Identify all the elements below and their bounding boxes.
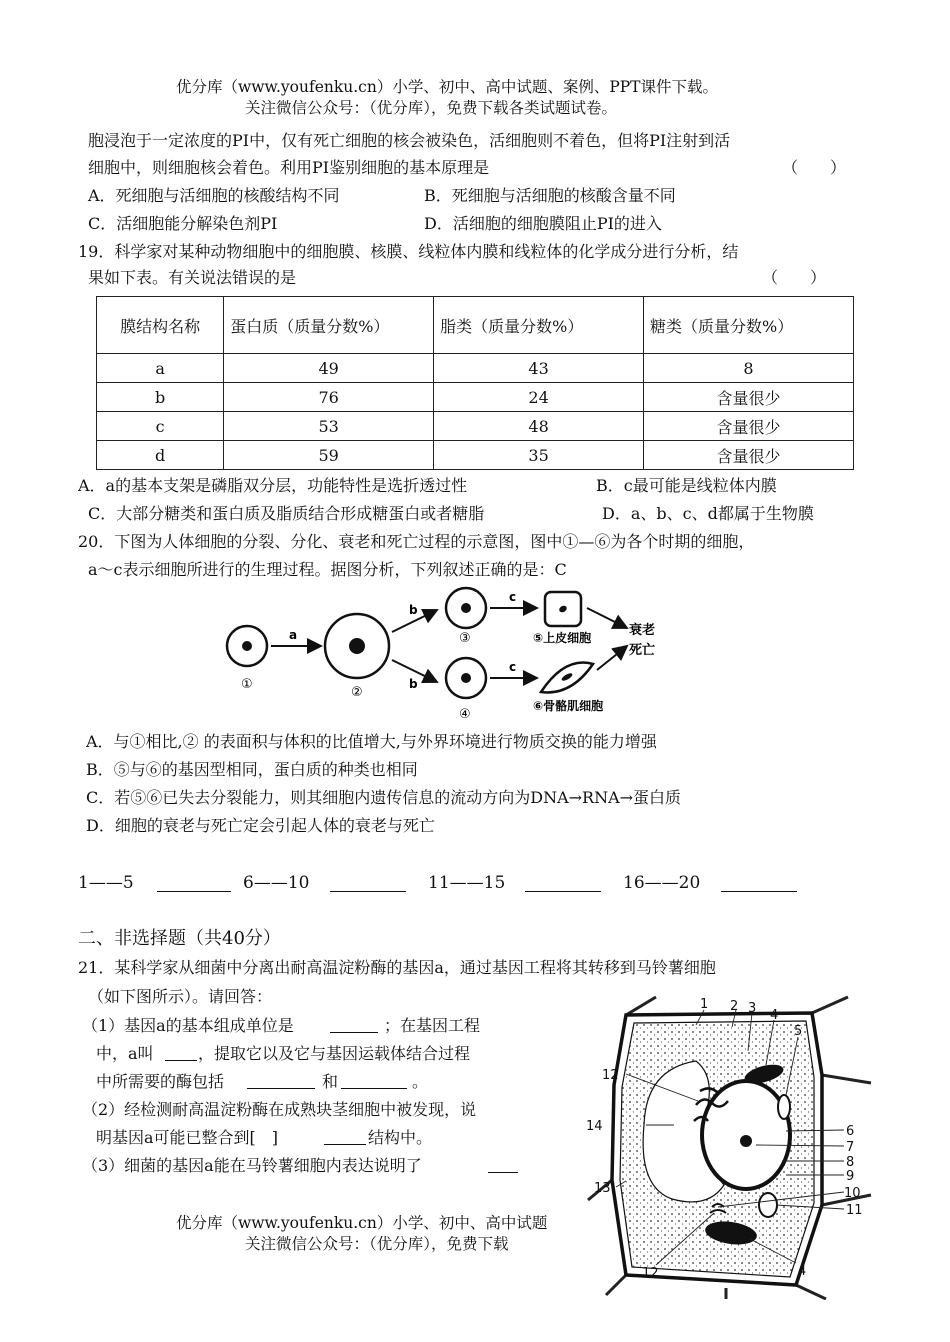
cell-label-14: 14 [586, 1119, 603, 1134]
arrow-to-aging-upper [587, 608, 627, 628]
cell-label-11: 11 [846, 1203, 863, 1218]
answer-blank-4[interactable] [721, 877, 797, 892]
q19-option-a: A．a的基本支架是磷脂双分层，功能特性是选折透过性 [78, 476, 468, 495]
header-line-2: 关注微信公众号：（优分库），免费下载各类试题试卷。 [245, 99, 618, 117]
table-header-cell: 蛋白质（质量分数%） [224, 297, 434, 354]
label-death: 死亡 [629, 643, 656, 658]
label-4: ④ [459, 707, 471, 722]
q21-part2-text-b: 明基因a可能已整合到[ ] [96, 1128, 279, 1147]
cell-label-10: 10 [844, 1186, 861, 1201]
label-1: ① [241, 677, 253, 692]
table-row [97, 383, 854, 412]
label-6: ⑥骨骼肌细胞 [533, 699, 604, 713]
q18-option-b: B．死细胞与活细胞的核酸含量不同 [424, 186, 676, 205]
q21-blank-unit[interactable] [330, 1018, 378, 1033]
cell-label-4: 4 [770, 1008, 779, 1023]
table-header-cell: 膜结构名称 [97, 297, 224, 354]
label-5: ⑤上皮细胞 [533, 631, 592, 645]
table-cell: 76 [224, 383, 434, 412]
footer-line-2: 关注微信公众号：（优分库），免费下载 [245, 1235, 509, 1253]
header-line-1: 优分库（www.youfenku.cn）小学、初中、高中试题、案例、PPT课件下载。 [176, 78, 719, 96]
nucleus-4 [461, 673, 471, 683]
cell-label-5: 5 [794, 1024, 803, 1039]
answer-blank-3[interactable] [525, 877, 601, 892]
table-row [97, 441, 854, 470]
cell-label-8: 8 [846, 1155, 855, 1170]
table-header-row [97, 297, 854, 354]
label-b-lower: b [409, 677, 418, 691]
q18-line-2: 细胞中，则细胞核会着色。利用PI鉴别细胞的基本原理是 [88, 158, 490, 177]
cell-label-3: 3 [748, 1001, 757, 1016]
cell-label-4-lower: 4 [798, 1264, 807, 1279]
cell-label-2: 2 [730, 999, 739, 1014]
cell-differentiation-diagram [215, 584, 685, 724]
q21-part1-text-a: （1）基因a的基本组成单位是 [82, 1016, 294, 1035]
q21-blank-structure[interactable] [324, 1130, 366, 1145]
q19-option-d: D．a、b、c、d都属于生物膜 [602, 504, 814, 523]
cell-label-12-lower: 12 [642, 1266, 659, 1281]
q21-part1-text-g: 。 [412, 1072, 429, 1091]
label-a: a [289, 628, 298, 642]
table-cell: 24 [434, 383, 644, 412]
q21-line-2: （如下图所示）。请回答： [88, 987, 273, 1006]
table-cell: 35 [434, 441, 644, 470]
q19-option-c: C．大部分糖类和蛋白质及脂质结合形成糖蛋白或者糖脂 [88, 504, 485, 523]
table-row [97, 354, 854, 383]
table-cell: 48 [434, 412, 644, 441]
table-header-cell: 糖类（质量分数%） [644, 297, 854, 354]
label-aging: 衰老 [629, 623, 656, 638]
answer-blank-1[interactable] [157, 877, 231, 892]
q21-blank-conclusion[interactable] [488, 1158, 518, 1173]
footer-line-1: 优分库（www.youfenku.cn）小学、初中、高中试题 [176, 1214, 548, 1232]
table-cell: 53 [224, 412, 434, 441]
table-header-cell: 脂类（质量分数%） [434, 297, 644, 354]
table-cell: 49 [224, 354, 434, 383]
q18-line-1: 胞浸泡于一定浓度的PI中，仅有死亡细胞的核会被染色，活细胞则不着色，但将PI注射到活 [88, 131, 731, 150]
q18-option-c: C．活细胞能分解染色剂PI [88, 214, 278, 233]
q20-option-d: D．细胞的衰老与死亡定会引起人体的衰老与死亡 [86, 816, 435, 835]
cell-label-9: 9 [846, 1169, 855, 1184]
cell-label-7: 7 [846, 1140, 855, 1155]
answer-range-1: 1——5 [78, 873, 134, 893]
q20-option-c: C．若⑤⑥已失去分裂能力，则其细胞内遗传信息的流动方向为DNA→RNA→蛋白质 [86, 788, 682, 807]
q19-paren: （ ） [762, 268, 827, 287]
q21-blank-name[interactable] [165, 1046, 197, 1061]
q19-option-b: B．c最可能是线粒体内膜 [596, 476, 777, 495]
table-cell: 含量很少 [644, 441, 854, 470]
table-cell: 43 [434, 354, 644, 383]
table-row [97, 412, 854, 441]
answer-range-2: 6——10 [243, 873, 310, 893]
q20-option-a: A．与①相比,② 的表面积与体积的比值增大,与外界环境进行物质交换的能力增强 [86, 732, 657, 751]
q21-line-1: 21．某科学家从细菌中分离出耐高温淀粉酶的基因a，通过基因工程将其转移到马铃薯细胞 [78, 958, 716, 977]
table-cell: c [97, 412, 224, 441]
answer-blank-2[interactable] [330, 877, 406, 892]
nucleus-2 [349, 638, 365, 654]
q20-line-1: 20．下图为人体细胞的分裂、分化、衰老和死亡过程的示意图，图中①—⑥为各个时期的细胞， [78, 532, 755, 551]
cell-label-6: 6 [846, 1124, 855, 1139]
q21-part2-text-a: （2）经检测耐高温淀粉酶在成熟块茎细胞中被发现，说 [82, 1100, 477, 1119]
nucleus-3 [461, 603, 471, 613]
answer-range-4: 16——20 [623, 873, 701, 893]
q20-line-2: a～c表示细胞所进行的生理过程。据图分析，下列叙述正确的是：C [88, 560, 567, 579]
arrow-to-aging-lower [597, 646, 627, 670]
q19-line-1: 19．科学家对某种动物细胞中的细胞膜、核膜、线粒体内膜和线粒体的化学成分进行分析，结 [78, 242, 739, 261]
table-cell: 8 [644, 354, 854, 383]
table-cell: a [97, 354, 224, 383]
table-cell: 含量很少 [644, 412, 854, 441]
q18-option-a: A．死细胞与活细胞的核酸结构不同 [88, 186, 340, 205]
q21-part1-text-c: 中，a叫 [96, 1044, 154, 1063]
q18-option-d: D．活细胞的细胞膜阻止PI的进入 [424, 214, 662, 233]
q21-part1-text-f: 和 [322, 1072, 339, 1091]
q21-part1-text-e: 中所需要的酶包括 [96, 1072, 225, 1091]
q21-part2-text-c: 结构中。 [368, 1128, 433, 1147]
label-c-upper: c [509, 590, 517, 604]
nucleus-1 [242, 641, 252, 651]
plant-cell-diagram [586, 995, 876, 1300]
table-cell: d [97, 441, 224, 470]
cell-label-12: 12 [602, 1068, 619, 1083]
table-cell: b [97, 383, 224, 412]
mitochondrion [778, 1095, 790, 1119]
label-b-upper: b [409, 603, 418, 617]
label-c-lower: c [509, 660, 517, 674]
answer-range-3: 11——15 [428, 873, 506, 893]
q21-part1-text-d: ，提取它以及它与基因运载体结合过程 [198, 1044, 471, 1063]
label-2: ② [351, 685, 363, 700]
nucleolus [740, 1135, 752, 1147]
mitochondrion-lower [759, 1193, 777, 1217]
section-2-title: 二、非选择题（共40分） [78, 928, 281, 949]
membrane-table [96, 296, 854, 470]
cell-label-13: 13 [594, 1181, 611, 1196]
label-3: ③ [459, 631, 471, 646]
table-cell: 含量很少 [644, 383, 854, 412]
cell-label-1: 1 [700, 997, 709, 1012]
q19-line-2: 果如下表。有关说法错误的是 [88, 268, 297, 287]
q18-paren: （ ） [782, 158, 847, 177]
q21-blank-enzyme-2[interactable] [341, 1074, 407, 1089]
q20-option-b: B．⑤与⑥的基因型相同，蛋白质的种类也相同 [86, 760, 418, 779]
q21-blank-enzyme-1[interactable] [247, 1074, 315, 1089]
q21-part1-text-b: ；在基因工程 [384, 1016, 481, 1035]
table-cell: 59 [224, 441, 434, 470]
q21-part3-text: （3）细菌的基因a能在马铃薯细胞内表达说明了 [82, 1156, 422, 1175]
